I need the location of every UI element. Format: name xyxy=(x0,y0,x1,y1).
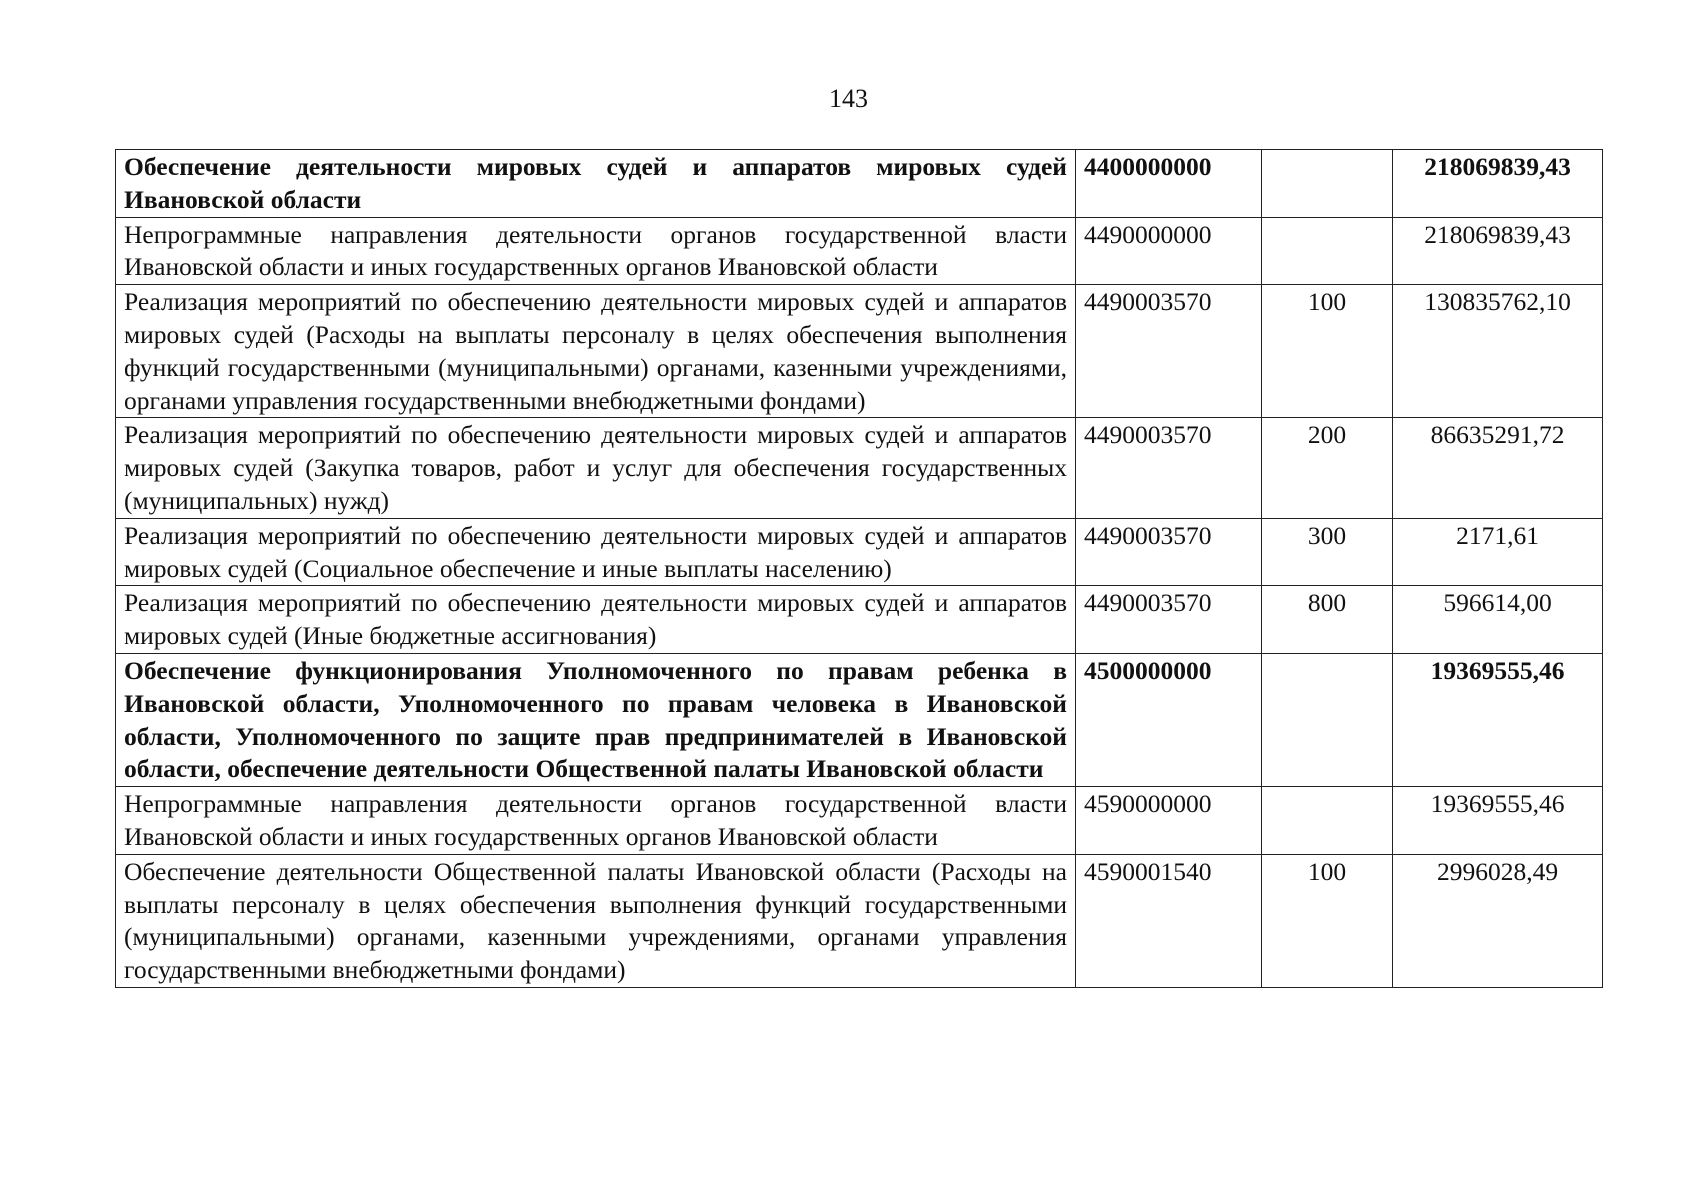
table-row xyxy=(116,217,1603,285)
table-row xyxy=(116,518,1603,586)
row-amount: 218069839,43 xyxy=(1393,217,1603,285)
row-amount: 19369555,46 xyxy=(1393,653,1603,786)
row-target-code: 4490003570 xyxy=(1076,285,1262,418)
row-expense-type: 100 xyxy=(1262,854,1393,987)
table-row xyxy=(116,150,1603,218)
row-name: Реализация мероприятий по обеспечению деятельности мировых судей и аппаратов мировых судей (Расходы на выплаты персоналу в целях обеспечения выполнения функций государственными (муниципальными) органами, казенными учреждениями, органами управления государственными внебюджетными фондами) xyxy=(116,285,1076,418)
row-expense-type xyxy=(1262,217,1393,285)
row-expense-type xyxy=(1262,787,1393,855)
row-expense-type: 100 xyxy=(1262,285,1393,418)
row-expense-type xyxy=(1262,150,1393,218)
row-expense-type: 200 xyxy=(1262,418,1393,518)
row-name: Обеспечение функционирования Уполномоченного по правам ребенка в Ивановской области, Уполномоченного по правам человека в Ивановской области, Уполномоченного по защите прав предпринимателей в Ивановской области, обеспечение деятельности Общественной палаты Ивановской области xyxy=(116,653,1076,786)
row-name: Обеспечение деятельности мировых судей и аппаратов мировых судей Ивановской области xyxy=(116,150,1076,218)
row-name: Реализация мероприятий по обеспечению деятельности мировых судей и аппаратов мировых судей (Социальное обеспечение и иные выплаты населению) xyxy=(116,518,1076,586)
row-target-code: 4400000000 xyxy=(1076,150,1262,218)
row-target-code: 4500000000 xyxy=(1076,653,1262,786)
row-amount: 2171,61 xyxy=(1393,518,1603,586)
table-row xyxy=(116,787,1603,855)
table-row xyxy=(116,586,1603,654)
row-target-code: 4490003570 xyxy=(1076,586,1262,654)
row-amount: 218069839,43 xyxy=(1393,150,1603,218)
row-name: Реализация мероприятий по обеспечению деятельности мировых судей и аппаратов мировых судей (Иные бюджетные ассигнования) xyxy=(116,586,1076,654)
table-row xyxy=(116,854,1603,987)
row-target-code: 4490000000 xyxy=(1076,217,1262,285)
row-name: Непрограммные направления деятельности органов государственной власти Ивановской области и иных государственных органов Ивановской области xyxy=(116,787,1076,855)
row-amount: 19369555,46 xyxy=(1393,787,1603,855)
row-target-code: 4490003570 xyxy=(1076,518,1262,586)
row-amount: 86635291,72 xyxy=(1393,418,1603,518)
row-name: Реализация мероприятий по обеспечению деятельности мировых судей и аппаратов мировых судей (Закупка товаров, работ и услуг для обеспечения государственных (муниципальных) нужд) xyxy=(116,418,1076,518)
row-expense-type: 800 xyxy=(1262,586,1393,654)
row-target-code: 4590000000 xyxy=(1076,787,1262,855)
row-target-code: 4490003570 xyxy=(1076,418,1262,518)
page-number: 143 xyxy=(829,84,868,113)
budget-table xyxy=(115,149,1603,988)
row-amount: 2996028,49 xyxy=(1393,854,1603,987)
row-amount: 130835762,10 xyxy=(1393,285,1603,418)
row-amount: 596614,00 xyxy=(1393,586,1603,654)
row-name: Обеспечение деятельности Общественной палаты Ивановской области (Расходы на выплаты персоналу в целях обеспечения выполнения функций государственными (муниципальными) органами, казенными учреждениями, органами управления государственными внебюджетными фондами) xyxy=(116,854,1076,987)
table-row xyxy=(116,418,1603,518)
row-name: Непрограммные направления деятельности органов государственной власти Ивановской области и иных государственных органов Ивановской области xyxy=(116,217,1076,285)
row-expense-type: 300 xyxy=(1262,518,1393,586)
row-target-code: 4590001540 xyxy=(1076,854,1262,987)
row-expense-type xyxy=(1262,653,1393,786)
table-row xyxy=(116,653,1603,786)
table-row xyxy=(116,285,1603,418)
